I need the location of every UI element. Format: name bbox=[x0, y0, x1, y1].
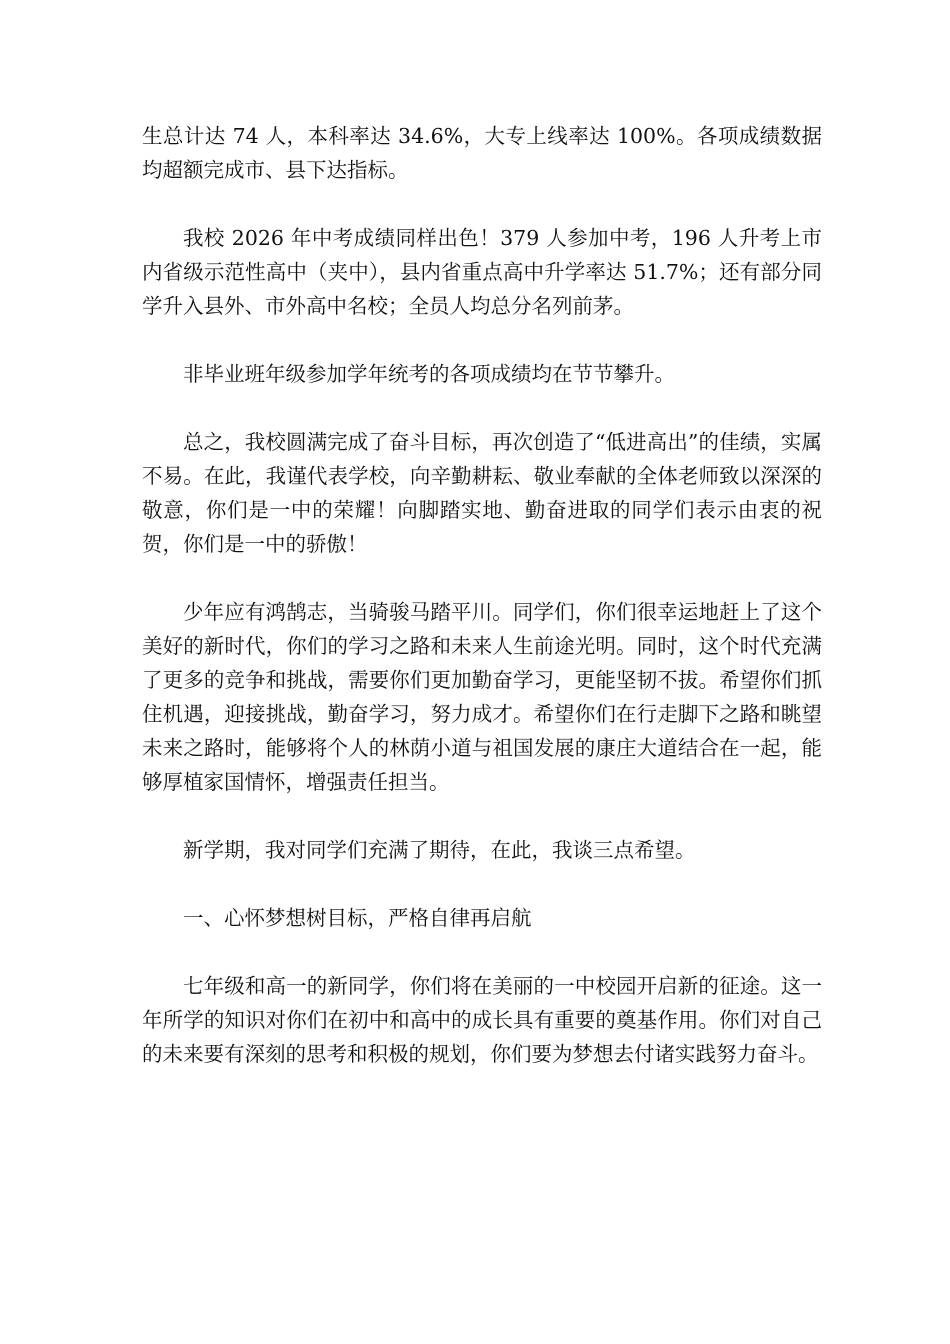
document-body bbox=[142, 119, 822, 1105]
paragraph-non-graduating: 非毕业班年级参加学年统考的各项成绩均在节节攀升。 bbox=[183, 362, 675, 386]
section-heading-one: 一、心怀梦想树目标，严格自律再启航 bbox=[183, 906, 532, 930]
paragraph-three-hopes-intro: 新学期，我对同学们充满了期待，在此，我谈三点希望。 bbox=[183, 838, 696, 862]
paragraph-zhongkao-results: 我校 2026 年中考成绩同样出色！379 人参加中考，196 人升考上市内省级示范性高中（夹中），县内省重点高中升学率达 51.7%；还有部分同学升入县外、市外高中名校；全员人均总分名列前茅。 bbox=[142, 226, 822, 318]
paragraph-conclusion-thanks: 总之，我校圆满完成了奋斗目标，再次创造了“低进高出”的佳绩，实属不易。在此，我谨代表学校，向辛勤耕耘、敬业奉献的全体老师致以深深的敬意，你们是一中的荣耀！向脚踏实地、勤奋进取的同学们表示由衷的祝贺，你们是一中的骄傲！ bbox=[142, 430, 822, 556]
paragraph-new-students: 七年级和高一的新同学，你们将在美丽的一中校园开启新的征途。这一年所学的知识对你们在初中和高中的成长具有重要的奠基作用。你们对自己的未来要有深刻的思考和积极的规划，你们要为梦想去付诸实践努力奋斗。 bbox=[142, 974, 822, 1066]
paragraph-results-summary: 生总计达 74 人，本科率达 34.6%，大专上线率达 100%。各项成绩数据均超额完成市、县下达指标。 bbox=[142, 124, 822, 182]
paragraph-new-era: 少年应有鸿鹄志，当骑骏马踏平川。同学们，你们很幸运地赶上了这个美好的新时代，你们的学习之路和未来人生前途光明。同时，这个时代充满了更多的竞争和挑战，需要你们更加勤奋学习，更能坚韧不拔。希望你们抓住机遇，迎接挑战，勤奋学习，努力成才。希望你们在行走脚下之路和眺望未来之路时，能够将个人的林荫小道与祖国发展的康庄大道结合在一起，能够厚植家国情怀，增强责任担当。 bbox=[142, 600, 822, 794]
